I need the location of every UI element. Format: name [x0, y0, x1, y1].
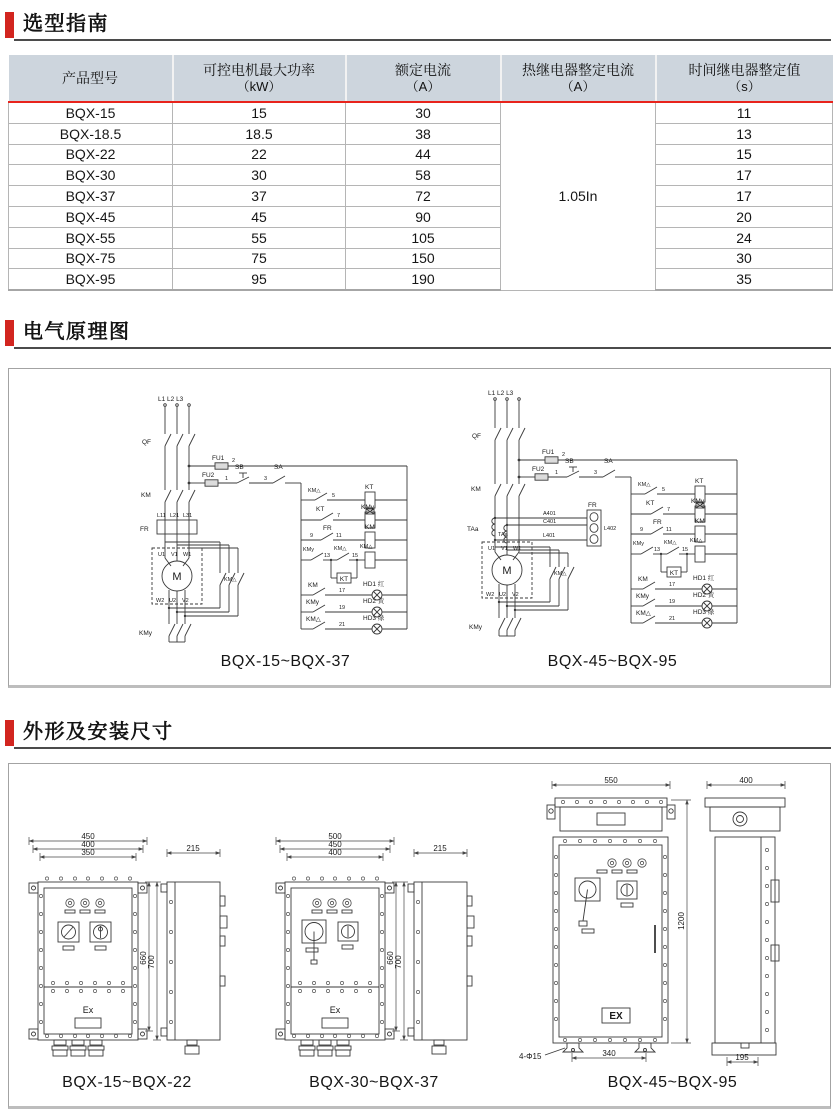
wire-7: 7	[337, 513, 341, 519]
wire-13: 13	[324, 553, 331, 559]
label-fu2: FU2	[532, 466, 545, 473]
section-selection-guide-header	[0, 10, 831, 42]
label-w1: W1	[513, 546, 522, 552]
wire-15: 15	[682, 547, 689, 553]
col-header-unit: （A）	[560, 79, 596, 94]
label-fu1: FU1	[212, 455, 225, 462]
cell-power: 55	[173, 227, 346, 248]
label-kt-contact: KT	[646, 500, 655, 507]
label-fu1: FU1	[542, 449, 555, 456]
cell-current: 38	[346, 123, 501, 144]
section-title-schematic: 电气原理图	[23, 321, 131, 343]
label-l21: L21	[170, 513, 180, 519]
label-km-lamp: KM	[638, 576, 648, 583]
label-w1: W1	[183, 552, 192, 558]
col-header-unit: （A）	[405, 79, 441, 94]
cell-time: 30	[656, 248, 833, 269]
dim-195: 195	[735, 1053, 749, 1062]
label-qf: QF	[472, 433, 482, 440]
cell-current: 58	[346, 165, 501, 186]
label-sb: SB	[565, 458, 574, 465]
col-header-unit: （kW）	[236, 79, 282, 94]
label-kmy-contact: KMy	[633, 541, 644, 547]
label-l402: L402	[604, 526, 617, 532]
indicator-lamp-rungs	[301, 588, 407, 634]
label-kmd-lamp: KM△	[636, 610, 651, 617]
label-u1: U1	[488, 546, 496, 552]
label-kmy: KMy	[139, 630, 152, 637]
label-c401: C401	[543, 519, 557, 525]
outline-caption-b: BQX-30~BQX-37	[309, 1074, 439, 1091]
cell-model: BQX-30	[9, 165, 173, 186]
wire-5: 5	[662, 487, 666, 493]
outline-caption-c: BQX-45~BQX-95	[607, 1074, 738, 1091]
label-sa: SA	[604, 458, 613, 465]
cell-model: BQX-45	[9, 206, 173, 227]
cell-model: BQX-75	[9, 248, 173, 269]
col-header-current	[346, 55, 501, 102]
label-hd2: HD2 黄	[693, 592, 715, 599]
label-km-coil: KM	[365, 524, 375, 531]
col-header-unit: （s）	[728, 79, 761, 94]
section-schematic-header	[0, 318, 831, 350]
col-header-label: 可控电机最大功率	[203, 62, 315, 78]
cell-model: BQX-55	[9, 227, 173, 248]
cell-time: 13	[656, 123, 833, 144]
schematic-diagram-bqx45-95	[455, 384, 765, 646]
wire-21: 21	[339, 622, 346, 628]
cell-power: 15	[173, 102, 346, 123]
label-phases: L1 L2 L3	[488, 390, 514, 397]
table-row	[9, 269, 833, 290]
schematic-caption-left: BQX-15~BQX-37	[220, 653, 351, 670]
wire-3: 3	[264, 476, 268, 482]
dim-215: 215	[186, 844, 200, 853]
wire-3: 3	[594, 470, 598, 476]
cell-time: 17	[656, 186, 833, 207]
indicator-lamps	[313, 899, 351, 907]
label-v1: V1	[501, 546, 508, 552]
wire-2: 2	[562, 452, 566, 458]
label-sb: SB	[235, 464, 244, 471]
cell-current: 105	[346, 227, 501, 248]
label-kmy-contact: KMy	[303, 547, 314, 553]
section-title-selection: 选型指南	[23, 13, 109, 35]
label-fu2: FU2	[202, 472, 215, 479]
wire-15: 15	[352, 553, 359, 559]
section-underline	[14, 747, 831, 749]
label-fr-contact: FR	[653, 519, 662, 526]
cell-power: 75	[173, 248, 346, 269]
col-header-label: 时间继电器整定值	[688, 62, 801, 78]
col-header-power	[173, 55, 346, 102]
section-accent-bar	[5, 320, 14, 346]
wire-9: 9	[640, 527, 644, 533]
label-v1: V1	[171, 552, 178, 558]
front-view	[29, 882, 147, 1056]
label-hd2: HD2 黄	[363, 598, 385, 605]
dim-1200: 1200	[677, 912, 686, 930]
dim-660: 660	[386, 951, 395, 965]
label-kmd-coil: KM△	[360, 544, 373, 550]
side-view	[161, 882, 227, 1054]
label-w2: W2	[486, 592, 495, 598]
label-u2: U2	[499, 592, 507, 598]
label-hd1: HD1 红	[693, 575, 715, 582]
wire-21: 21	[669, 616, 676, 622]
cell-power: 37	[173, 186, 346, 207]
dim-400: 400	[739, 776, 753, 785]
wire-11: 11	[666, 527, 672, 533]
label-taa: TAa	[467, 526, 479, 533]
label-hd3: HD3 绿	[363, 615, 385, 622]
table-row	[9, 123, 833, 144]
cell-current: 44	[346, 144, 501, 165]
dimension-lines	[276, 837, 467, 1040]
label-v2: V2	[182, 598, 189, 604]
wire-13: 13	[654, 547, 661, 553]
cell-power: 45	[173, 206, 346, 227]
cell-current: 30	[346, 102, 501, 123]
cell-current: 150	[346, 248, 501, 269]
indicator-lamp-rungs	[631, 582, 737, 628]
schematic-diagram-bqx15-37	[125, 390, 435, 652]
label-kmy: KMy	[469, 624, 482, 631]
section-accent-bar	[5, 720, 14, 746]
indicator-lamps	[66, 899, 104, 907]
dim-700: 700	[147, 955, 156, 969]
col-header-label: 产品型号	[62, 69, 118, 86]
wire-5: 5	[332, 493, 336, 499]
label-km-lamp: KM	[308, 582, 318, 589]
ex-marking: EX	[609, 1011, 623, 1022]
label-u1: U1	[158, 552, 166, 558]
label-km: KM	[141, 492, 151, 499]
label-kmy-coil: KMy	[361, 504, 374, 511]
cell-current: 72	[346, 186, 501, 207]
label-phases: L1 L2 L3	[158, 396, 184, 403]
label-fr-contact: FR	[323, 525, 332, 532]
col-header-thermal	[501, 55, 656, 102]
schematic-caption-right: BQX-45~BQX-95	[547, 653, 678, 670]
label-kt-coil: KT	[695, 478, 704, 485]
power-circuit	[482, 398, 737, 636]
selection-table	[8, 55, 833, 291]
wire-11: 11	[336, 533, 342, 539]
label-kt-parallel: KT	[339, 576, 349, 583]
label-kmy-lamp: KMy	[306, 599, 319, 606]
cell-model: BQX-37	[9, 186, 173, 207]
section-outline-header	[0, 718, 831, 750]
cell-current: 90	[346, 206, 501, 227]
dim-700: 700	[394, 955, 403, 969]
section-underline	[14, 39, 831, 41]
table-row	[9, 186, 833, 207]
ex-marking: Ex	[329, 1005, 341, 1015]
cell-power: 22	[173, 144, 346, 165]
label-kmy-lamp: KMy	[636, 593, 649, 600]
motor-label: M	[502, 565, 512, 577]
wire-9: 9	[310, 533, 314, 539]
dim-400: 400	[328, 848, 342, 857]
wire-1: 1	[555, 470, 559, 476]
section-accent-bar	[5, 12, 14, 38]
label-l11: L11	[157, 513, 166, 519]
outline-drawing-bqx15-22	[25, 832, 260, 1067]
wire-2: 2	[232, 458, 236, 464]
dim-500: 500	[328, 832, 342, 841]
col-header-label: 热继电器整定电流	[522, 62, 634, 78]
outline-drawing-bqx45-95	[505, 775, 830, 1071]
table-row	[9, 248, 833, 269]
label-kmd-contact: KM△	[638, 482, 651, 488]
label-hd1: HD1 红	[363, 581, 385, 588]
label-fr-device: FR	[588, 502, 597, 509]
side-view	[705, 798, 785, 1055]
wire-1: 1	[225, 476, 229, 482]
label-a401: A401	[543, 511, 556, 517]
dim-350: 350	[81, 848, 95, 857]
table-row	[9, 165, 833, 186]
col-header-time	[656, 55, 833, 102]
label-kmd-contact2: KM△	[664, 540, 677, 546]
label-kt-coil: KT	[365, 484, 374, 491]
dim-550: 550	[604, 776, 618, 785]
label-kmd-lamp: KM△	[306, 616, 321, 623]
cell-power: 95	[173, 269, 346, 290]
cell-time: 11	[656, 102, 833, 123]
cell-time: 17	[656, 165, 833, 186]
cell-time: 15	[656, 144, 833, 165]
label-km: KM	[471, 486, 481, 493]
cell-time: 24	[656, 227, 833, 248]
wire-19: 19	[669, 599, 676, 605]
table-row	[9, 227, 833, 248]
label-km-coil: KM	[695, 518, 705, 525]
cell-power: 18.5	[173, 123, 346, 144]
front-view	[276, 882, 394, 1056]
col-header-label: 额定电流	[395, 62, 451, 78]
power-circuit	[152, 404, 407, 642]
cell-thermal-merged: 1.05In	[501, 102, 656, 290]
label-u2: U2	[169, 598, 177, 604]
wire-7: 7	[667, 507, 671, 513]
table-row	[9, 144, 833, 165]
table-header-row	[9, 55, 833, 102]
outline-caption-a: BQX-15~BQX-22	[62, 1074, 192, 1091]
label-qf: QF	[142, 439, 152, 446]
indicator-lamps	[608, 859, 646, 867]
ex-marking: Ex	[82, 1005, 94, 1015]
label-l31: L31	[183, 513, 193, 519]
dim-660: 660	[139, 951, 148, 965]
label-kmd: KM△	[224, 577, 237, 583]
label-kmd: KM△	[554, 571, 567, 577]
cell-time: 20	[656, 206, 833, 227]
label-kt-contact: KT	[316, 506, 325, 513]
label-l401: L401	[543, 533, 556, 539]
dim-340: 340	[602, 1049, 616, 1058]
dim-450: 450	[81, 832, 95, 841]
dim-holes: 4-Φ15	[519, 1052, 542, 1061]
cell-model: BQX-95	[9, 269, 173, 290]
label-sa: SA	[274, 464, 283, 471]
label-kmd-coil: KM△	[690, 538, 703, 544]
cell-model: BQX-15	[9, 102, 173, 123]
label-kmd-contact2: KM△	[334, 546, 347, 552]
dim-215: 215	[433, 844, 447, 853]
label-taa2: TAa	[498, 532, 508, 538]
label-kt-parallel: KT	[669, 570, 679, 577]
cell-model: BQX-22	[9, 144, 173, 165]
cell-time: 35	[656, 269, 833, 290]
section-title-outline: 外形及安装尺寸	[23, 721, 174, 743]
side-view	[408, 882, 474, 1054]
col-header-model	[9, 55, 173, 102]
label-hd3: HD3 绿	[693, 609, 715, 616]
label-kmy-coil: KMy	[691, 498, 704, 505]
table-row	[9, 102, 833, 123]
label-w2: W2	[156, 598, 165, 604]
wire-19: 19	[339, 605, 346, 611]
outline-drawing-bqx30-37	[272, 832, 507, 1067]
section-underline	[14, 347, 831, 349]
cell-power: 30	[173, 165, 346, 186]
label-v2: V2	[512, 592, 519, 598]
label-kmd-contact: KM△	[308, 488, 321, 494]
wire-17: 17	[339, 588, 346, 594]
table-row	[9, 206, 833, 227]
motor-label: M	[172, 571, 182, 583]
dim-450: 450	[328, 840, 342, 849]
cell-current: 190	[346, 269, 501, 290]
wire-17: 17	[669, 582, 676, 588]
dim-400: 400	[81, 840, 95, 849]
cell-model: BQX-18.5	[9, 123, 173, 144]
label-fr: FR	[140, 526, 149, 533]
